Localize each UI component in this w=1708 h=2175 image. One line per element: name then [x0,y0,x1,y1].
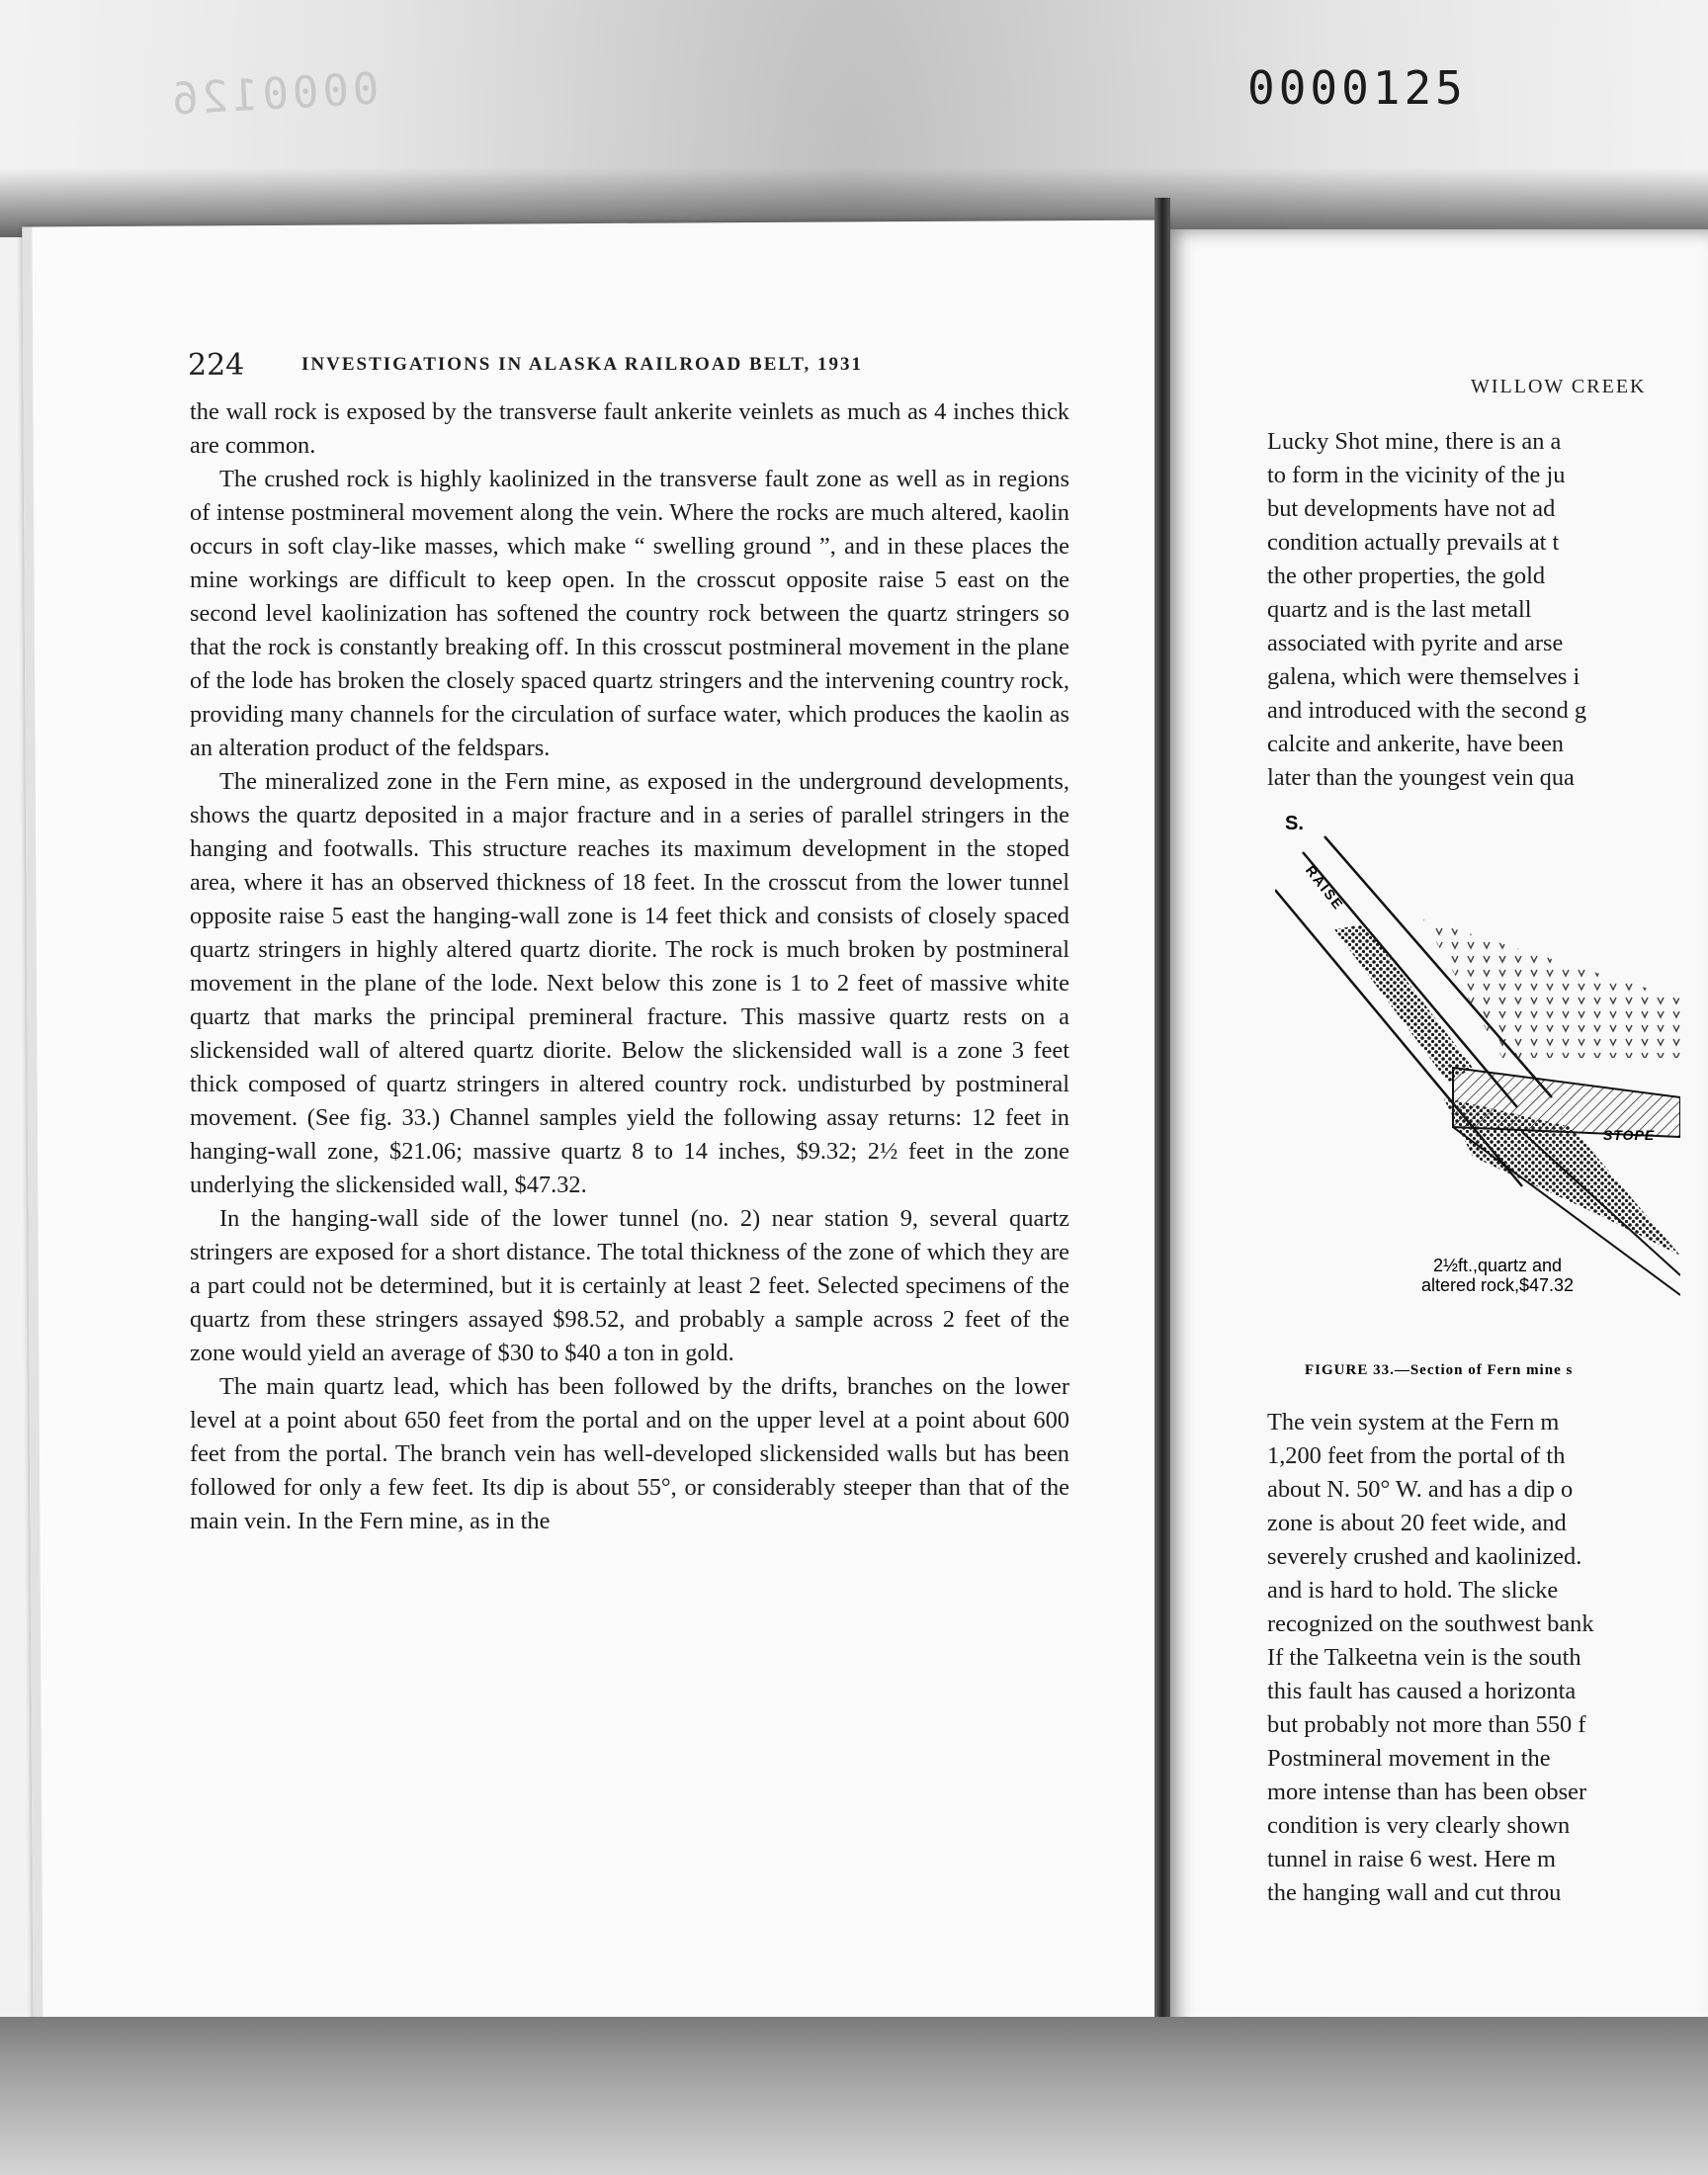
text-line: If the Talkeetna vein is the south [1267,1644,1581,1671]
left-body-text [190,395,1069,1538]
text-line: condition is very clearly shown [1267,1812,1571,1839]
text-line: Postmineral movement in the [1267,1745,1551,1772]
right-running-head: WILLOW CREEK [1471,376,1647,397]
text-line: quartz and is the last metall [1267,596,1532,623]
right-body-text-bottom [1267,1406,1682,1910]
paragraph: The main quartz lead, which has been followed by the drifts, branches on the lower level at a point about 650 feet from the portal and on the upper level at a point about 600 feet from the portal. The branch vein has well-developed slickensided walls but has been followed for only a few feet. Its dip is about 55°, or considerably steeper than that of the main vein. In the Fern mine, as in the [190,1373,1069,1534]
running-head-title: INVESTIGATIONS IN ALASKA RAILROAD BELT, 1931 [301,354,864,375]
book-gutter [1154,198,1170,2056]
paragraph: the wall rock is exposed by the transverse fault ankerite veinlets as much as 4 inches thick are common. [190,398,1069,459]
text-line: more intense than has been obser [1267,1779,1587,1805]
text-line: later than the youngest vein qua [1267,764,1575,791]
mine-section-diagram [1275,801,1680,1315]
text-line: severely crushed and kaolinized. [1267,1543,1582,1570]
figure-note-line: altered rock,$47.32 [1420,1275,1575,1295]
text-line: The vein system at the Fern m [1267,1409,1560,1436]
bottom-shadow [0,2017,1708,2175]
paragraph: The crushed rock is highly kaolinized in the transverse fault zone as well as in regions of intense postmineral movement along the vein. Where the rocks are much altered, kaolin occurs in soft clay-like masses, which make “ swelling ground ”, and in these places the mine workings are difficult to keep open. In the crosscut opposite raise 5 east on the second level kaolinization has softened the country rock between the quartz stringers so that the rock is constantly breaking off. In this crosscut postmineral movement in the plane of the lode has broken the closely spaced quartz stringers and the intervening country rock, providing many channels for the circulation of surface water, which produces the kaolin as an alteration product of the feldspars. [190,466,1069,761]
text-line: but developments have not ad [1267,495,1556,522]
document-stamp-number: 0000125 [1247,61,1467,115]
text-line: this fault has caused a horizonta [1267,1678,1577,1704]
text-line: tunnel in raise 6 west. Here m [1267,1846,1556,1872]
paragraph: In the hanging-wall side of the lower tunnel (no. 2) near station 9, several quartz stringers are exposed for a short distance. The total thickness of the zone of which they are a part could not be determined, but it is certainly at least 2 feet. Selected specimens of the quartz from these stringers assayed $98.52, and probably a sample across 2 feet of the zone would yield an average of $30 to $40 a ton in gold. [190,1205,1069,1366]
text-line: but probably not more than 550 f [1267,1711,1586,1738]
figure-label-south: S. [1285,813,1304,834]
text-line: to form in the vicinity of the ju [1267,462,1566,488]
text-line: associated with pyrite and arse [1267,630,1564,656]
figure-assay-note [1394,1256,1601,1295]
text-line: 1,200 feet from the portal of th [1267,1442,1566,1469]
text-line: and introduced with the second g [1267,697,1587,724]
figure-caption: FIGURE 33.—Section of Fern mine s [1305,1362,1574,1378]
text-line: galena, which were themselves i [1267,663,1580,690]
right-body-text-top [1267,425,1682,795]
figure-label-raise: RAISE [1302,862,1347,914]
text-line: about N. 50° W. and has a dip o [1267,1476,1574,1503]
text-line: calcite and ankerite, have been [1267,731,1564,757]
figure-33-section [1275,801,1680,1315]
text-line: condition actually prevails at t [1267,529,1560,556]
figure-label-stope: STOPE [1603,1127,1656,1143]
left-running-head [188,346,1058,386]
page-number: 224 [188,348,245,383]
paragraph: The mineralized zone in the Fern mine, as exposed in the underground developments, shows the quartz deposited in a major fracture and in a series of parallel stringers in the hanging and footwalls. This structure reaches its maximum development in the stoped area, where it has an observed thickness of 18 feet. In the crosscut from the lower tunnel opposite raise 5 east the hanging-wall zone is 14 feet thick and consists of closely spaced quartz stringers in highly altered quartz diorite. The rock is much broken by postmineral movement in the plane of the lode. Next below this zone is 1 to 2 feet of massive white quartz that marks the principal premineral fracture. This massive quartz rests on a slickensided wall of altered quartz diorite. Below the slickensided wall is a zone 3 feet thick composed of quartz stringers in altered country rock. undisturbed by postmineral movement. (See fig. 33.) Channel samples yield the following assay returns: 12 feet in hanging-wall zone, $21.06; massive quartz 8 to 14 inches, $9.32; 2½ feet in the zone underlying the slickensided wall, $47.32. [190,768,1069,1198]
ghost-stamp: 0000126 [166,63,381,126]
text-line: Lucky Shot mine, there is an a [1267,428,1562,455]
text-line: zone is about 20 feet wide, and [1267,1510,1567,1536]
text-line: and is hard to hold. The slicke [1267,1577,1559,1604]
figure-note-line: 2½ft.,quartz and [1432,1256,1563,1275]
text-line: the other properties, the gold [1267,563,1546,589]
text-line: the hanging wall and cut throu [1267,1879,1562,1906]
text-line: recognized on the southwest bank [1267,1610,1594,1637]
